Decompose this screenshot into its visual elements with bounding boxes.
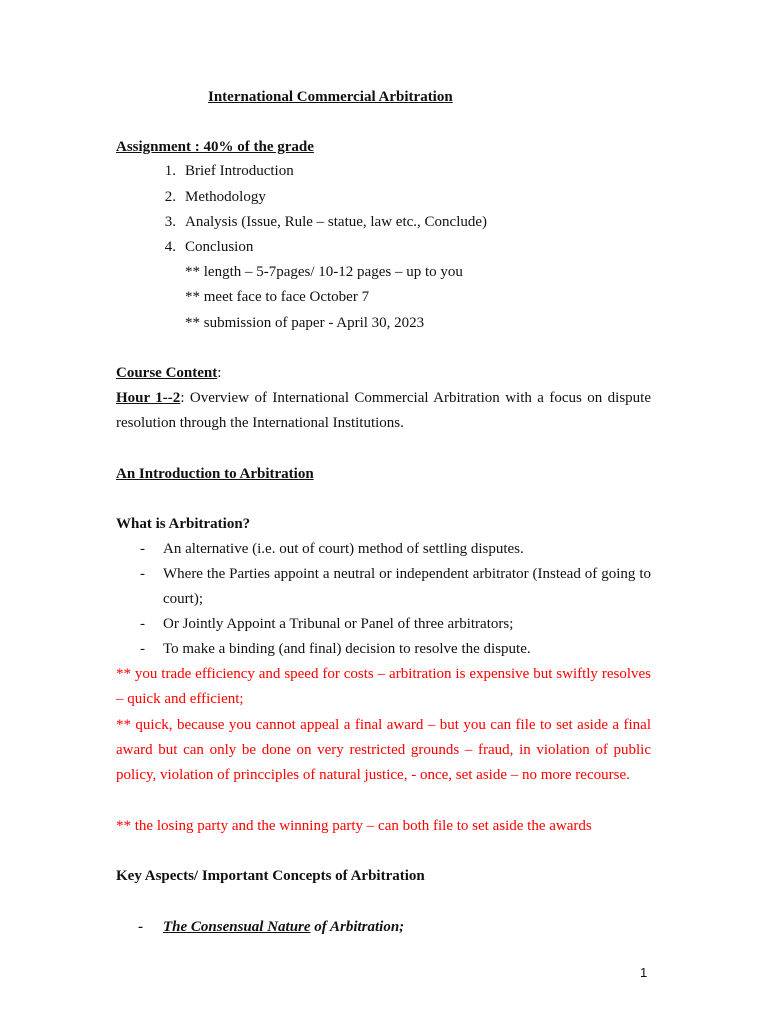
course-content-colon: : <box>217 365 222 381</box>
document-title: International Commercial Arbitration <box>208 89 453 105</box>
list-item-number: 3. <box>164 214 176 230</box>
assignment-note: ** submission of paper - April 30, 2023 <box>185 315 425 331</box>
red-note: ** you trade efficiency and speed for costs – arbitration is expensive but swiftly resolves – quick and efficient; <box>116 666 651 708</box>
red-note: ** quick, because you cannot appeal a final award – but you can file to set aside a final award but can only be done on very restricted grounds – fraud, in violation of public policy, violation of princciples of natural justice, - once, set aside – no more recourse. <box>116 717 651 784</box>
assignment-note: ** length – 5-7pages/ 10-12 pages – up to you <box>185 264 463 280</box>
hour-label: Hour 1--2 <box>116 390 181 406</box>
hour-text: : Overview of International Commercial Arbitration with a focus on dispute resolution through the International Institutions. <box>116 390 651 432</box>
list-item: Or Jointly Appoint a Tribunal or Panel of three arbitrators; <box>163 616 514 632</box>
list-item-text: Brief Introduction <box>185 163 294 179</box>
assignment-note: ** meet face to face October 7 <box>185 289 370 305</box>
bullet-dash: - <box>138 919 143 935</box>
key-aspect-underlined: The Consensual Nature <box>163 919 311 935</box>
list-item-text: Analysis (Issue, Rule – statue, law etc., Conclude) <box>185 214 488 230</box>
list-item-text: Methodology <box>185 189 266 205</box>
list-item-number: 1. <box>164 163 176 179</box>
assignment-heading: Assignment : 40% of the grade <box>116 139 314 155</box>
bullet-dash: - <box>140 541 145 557</box>
list-item: Where the Parties appoint a neutral or independent arbitrator (Instead of going to court); <box>163 566 651 608</box>
key-aspect-rest: of Arbitration; <box>310 919 405 935</box>
bullet-dash: - <box>140 566 145 582</box>
list-item-number: 4. <box>164 239 176 255</box>
what-is-heading: What is Arbitration? <box>116 516 251 532</box>
course-content-heading-line <box>116 364 221 382</box>
course-content-heading: Course Content <box>116 365 218 381</box>
bullet-dash: - <box>140 641 145 657</box>
key-aspects-heading: Key Aspects/ Important Concepts of Arbitration <box>116 868 425 884</box>
page-number: 1 <box>640 965 648 980</box>
bullet-dash: - <box>140 616 145 632</box>
key-aspect-text <box>163 918 404 936</box>
red-note: ** the losing party and the winning party – can both file to set aside the awards <box>116 818 592 834</box>
list-item: An alternative (i.e. out of court) method of settling disputes. <box>163 541 524 557</box>
hour-paragraph <box>116 386 651 436</box>
list-item-number: 2. <box>164 189 176 205</box>
list-item-text: Conclusion <box>185 239 254 255</box>
list-item: To make a binding (and final) decision to resolve the dispute. <box>163 641 531 657</box>
intro-heading: An Introduction to Arbitration <box>116 466 314 482</box>
